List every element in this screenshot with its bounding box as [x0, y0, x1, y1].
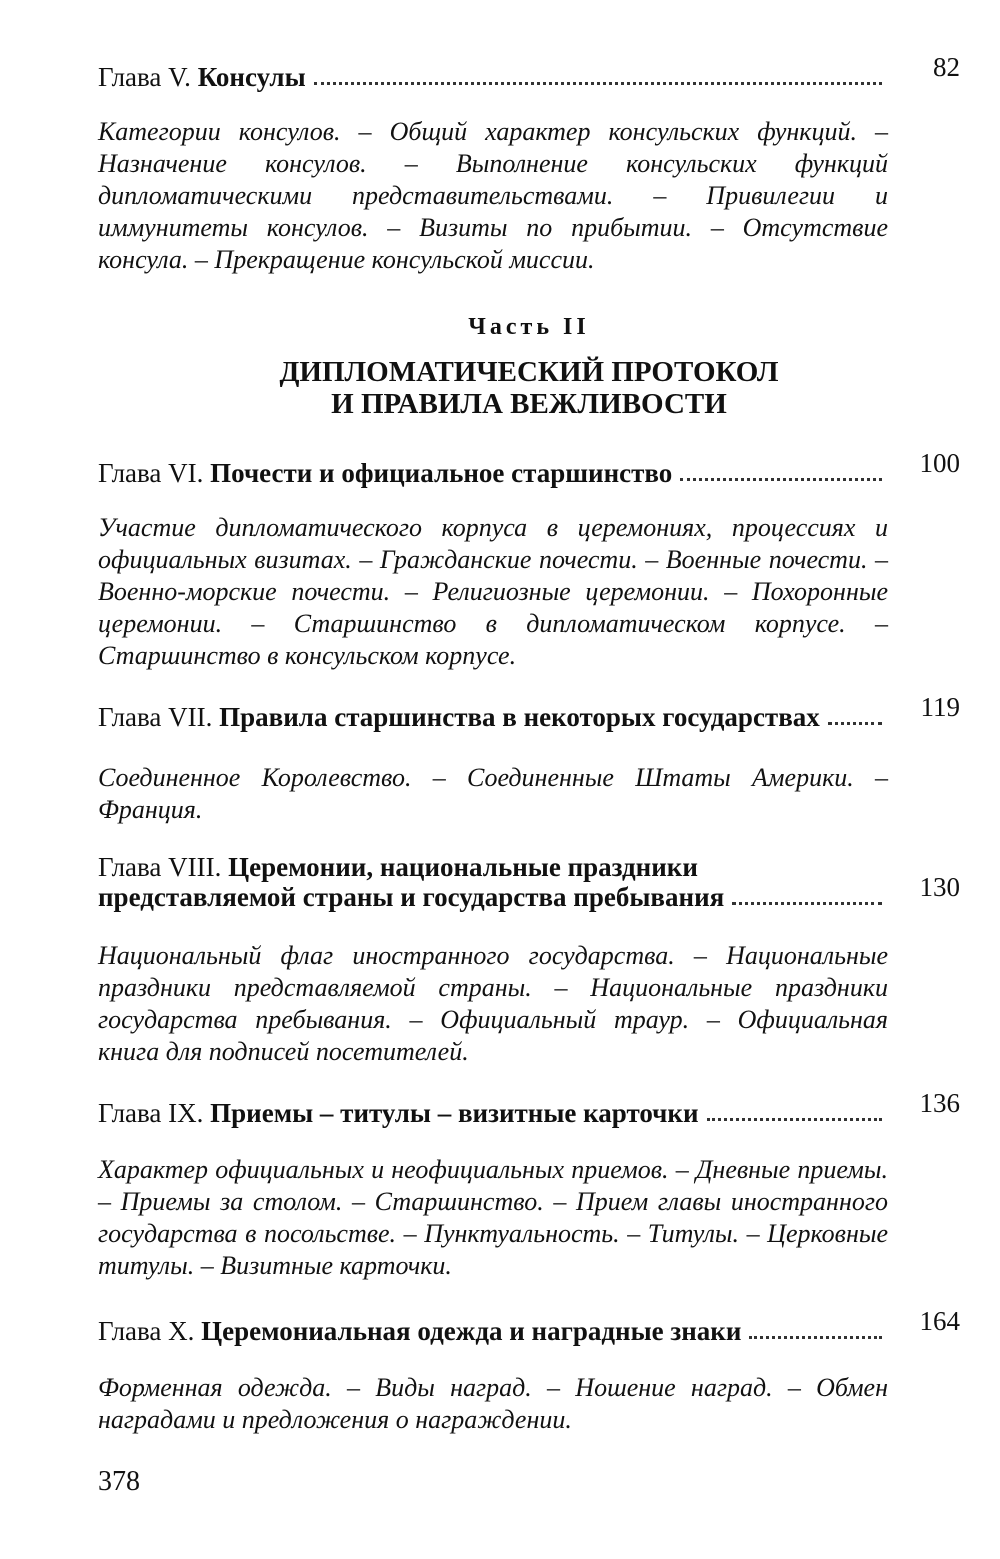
chapter-number: Глава VII. — [98, 702, 213, 732]
chapter-description: Форменная одежда. – Виды наград. – Ношение наград. – Обмен наградами и предложения о награждении. — [98, 1373, 888, 1434]
toc-entry-chapter-9[interactable] — [98, 1088, 960, 1128]
part-title — [98, 356, 960, 420]
chapter-page-number: 130 — [919, 872, 960, 902]
chapter-page-number: 136 — [919, 1088, 960, 1118]
chapter-title: Консулы — [197, 62, 306, 92]
chapter-description: Характер официальных и неофициальных приемов. – Дневные приемы. – Приемы за столом. – Старшинство. – Прием главы иностранного государства в посольстве. – Пунктуальность. – Титулы. – Церковные титулы. – Визитные карточки. — [98, 1155, 888, 1280]
chapter-page-number: 82 — [933, 52, 960, 82]
chapter-description: Участие дипломатического корпуса в церемониях, процессиях и официальных визитах. – Гражданские почести. – Военные почести. – Военно-морские почести. – Религиозные церемонии. – Похоронные церемонии. – Старшинство в дипломатическом корпусе. – Старшинство в консульском корпусе. — [98, 513, 888, 670]
toc-entry-chapter-7[interactable] — [98, 692, 960, 732]
leader-dots — [828, 722, 882, 725]
part-title-line-2: И ПРАВИЛА ВЕЖЛИВОСТИ — [331, 388, 727, 420]
chapter-description: Национальный флаг иностранного государства. – Национальные праздники представляемой страны. – Национальные праздники государства пребывания. – Официальный траур. – Официальная книга для подписей посетителей. — [98, 941, 888, 1066]
chapter-title-continued: представляемой страны и государства пребывания — [98, 882, 725, 912]
toc-entry-chapter-6[interactable] — [98, 448, 960, 488]
part-title-line-1: ДИПЛОМАТИЧЕСКИЙ ПРОТОКОЛ — [279, 356, 779, 388]
chapter-number: Глава X. — [98, 1316, 195, 1346]
chapter-description: Соединенное Королевство. – Соединенные Штаты Америки. – Франция. — [98, 763, 888, 824]
leader-dots — [680, 478, 882, 481]
toc-entry-chapter-10[interactable] — [98, 1306, 960, 1346]
chapter-number: Глава V. — [98, 62, 191, 92]
chapter-title: Приемы – титулы – визитные карточки — [210, 1098, 699, 1128]
chapter-title: Церемониальная одежда и наградные знаки — [201, 1316, 742, 1346]
chapter-title: Почести и официальное старшинство — [210, 458, 673, 488]
leader-dots — [707, 1118, 882, 1121]
leader-dots — [732, 902, 882, 905]
chapter-number: Глава VIII. — [98, 852, 222, 882]
chapter-number: Глава VI. — [98, 458, 204, 488]
book-page — [98, 0, 960, 1559]
leader-dots — [749, 1336, 882, 1339]
chapter-number: Глава IX. — [98, 1098, 204, 1128]
toc-entry-chapter-8[interactable] — [98, 852, 960, 912]
chapter-page-number: 119 — [920, 692, 960, 722]
leader-dots — [314, 82, 882, 85]
chapter-page-number: 164 — [919, 1306, 960, 1336]
chapter-title: Правила старшинства в некоторых государствах — [219, 702, 820, 732]
chapter-page-number: 100 — [919, 448, 960, 478]
part-label: Часть II — [468, 314, 590, 340]
chapter-description: Категории консулов. – Общий характер консульских функций. – Назначение консулов. – Выполнение консульских функций дипломатическими представительствами. – Привилегии и иммунитеты консулов. – Визиты по прибытии. – Отсутствие консула. – Прекращение консульской миссии. — [98, 117, 888, 274]
page-number-folio: 378 — [98, 1466, 140, 1497]
chapter-title: Церемонии, национальные праздники — [228, 852, 698, 882]
toc-entry-chapter-5[interactable] — [98, 52, 960, 92]
